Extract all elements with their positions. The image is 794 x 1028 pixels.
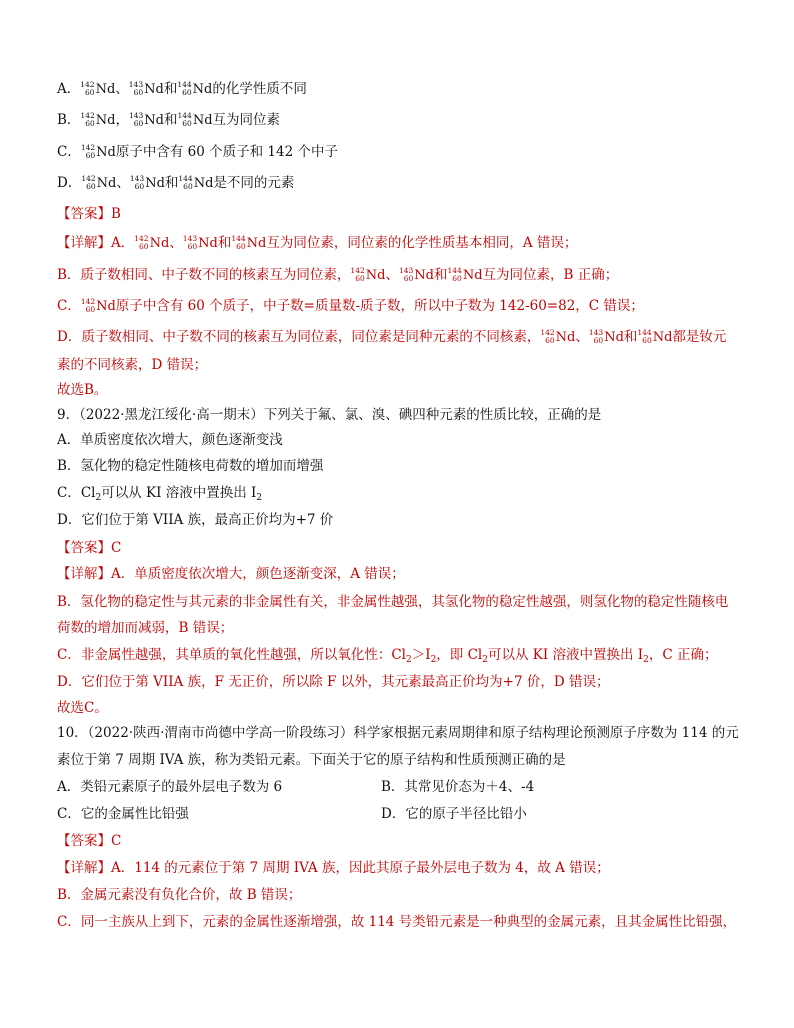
nuclide-nd142: 142 60 Nd — [80, 79, 116, 97]
q8-detail-d: D．质子数相同、中子数不同的核素互为同位素，同位素是同种元素的不同核素， 142 60 Nd、 143 60 Nd和 144 60 Nd都是钕元 — [57, 327, 727, 345]
q8-option-c: C． 142 60 Nd原子中含有 60 个质子和 142 个中子 — [57, 142, 338, 160]
q10-option-b: B．其常见价态为＋4、-4 — [381, 779, 535, 795]
q9-detail-b: B．氢化物的稳定性与其元素的非金属性有关，非金属性越强，其氢化物的稳定性越强，则氢化物的稳定性随核电 — [57, 594, 729, 610]
q10-detail-c: C．同一主族从上到下，元素的金属性逐渐增强，故 114 号类铅元素是一种典型的金属元素，且其金属性比铅强， — [57, 914, 737, 930]
q10-stem: 10．（2022·陕西·渭南市尚德中学高一阶段练习）科学家根据元素周期律和原子结构理论预测原子序数为 114 的元 — [57, 725, 739, 741]
q9-option-c: C．$Cl_2$可以从 KI 溶液中置换出 $I_2$ — [57, 485, 263, 503]
q10-options-row2 — [57, 805, 764, 823]
q9-detail-b-cont: 荷数的增加而减弱，B 错误； — [57, 620, 234, 636]
q8-detail-d-cont: 素的不同核素，D 错误； — [57, 357, 208, 373]
q9-option-b: B．氢化物的稳定性随核电荷数的增加而增强 — [57, 458, 324, 474]
q10-option-d: D．它的原子半径比铅小 — [381, 806, 527, 822]
q9-answer: 【答案】C — [57, 540, 122, 556]
q9-detail-d: D．它们位于第 VIIA 族，F 无正价，所以除 F 以外，其元素最高正价均为+7 价，D 错误； — [57, 674, 610, 690]
option-label: A． — [57, 81, 81, 97]
q9-option-a: A．单质密度依次增大，颜色逐渐变浅 — [57, 432, 283, 448]
q8-detail-a: 【详解】A． 142 60 Nd、 143 60 Nd和 144 60 Nd互为同位素，同位素的化学性质基本相同，A 错误； — [57, 233, 578, 251]
q10-option-c: C．它的金属性比铅强 — [57, 806, 189, 822]
q8-option-b: B． 142 60 Nd， 143 60 Nd和 144 60 Nd互为同位素 — [57, 110, 281, 128]
q10-detail-a: 【详解】A．114 的元素位于第 7 周期 IVA 族，因此其原子最外层电子数为 4，故 A 错误； — [57, 860, 610, 876]
q8-option-a: A． 142 60 Nd、 143 60 Nd和 144 60 Nd的化学性质不同 — [57, 79, 307, 97]
q9-detail-a: 【详解】A．单质密度依次增大，颜色逐渐变深，A 错误； — [57, 566, 405, 582]
q8-conclusion: 故选B。 — [57, 382, 108, 398]
q10-detail-b: B．金属元素没有负化合价，故 B 错误； — [57, 887, 302, 903]
q9-detail-c: C．非金属性越强，其单质的氧化性越强，所以氧化性：$Cl_2>I_2$，即 $Cl_2$可以从 KI 溶液中置换出 $I_2$，C 正确； — [57, 647, 718, 665]
q10-stem-cont: 素位于第 7 周期 IVA 族，称为类铅元素。下面关于它的原子结构和性质预测正确的是 — [57, 752, 566, 768]
nuclide-nd143: 143 60 Nd — [128, 79, 164, 97]
q9-conclusion: 故选C。 — [57, 700, 108, 716]
nuclide-nd144: 144 60 Nd — [177, 79, 213, 97]
q10-options-row1 — [57, 778, 764, 796]
q10-answer: 【答案】C — [57, 833, 122, 849]
q9-option-d: D．它们位于第 VIIA 族，最高正价均为+7 价 — [57, 512, 334, 528]
q8-answer: 【答案】B — [57, 206, 121, 222]
q8-detail-c: C． 142 60 Nd原子中含有 60 个质子，中子数=质量数-质子数，所以中子数为 142-60=82，C 错误； — [57, 296, 644, 314]
q10-option-a: A．类铅元素原子的最外层电子数为 6 — [57, 779, 283, 795]
q8-detail-b: B．质子数相同、中子数不同的核素互为同位素， 142 60 Nd、 143 60 Nd和 144 60 Nd互为同位素，B 正确； — [57, 265, 619, 283]
q9-stem: 9．（2022·黑龙江绥化·高一期末）下列关于氟、氯、溴、碘四种元素的性质比较，正确的是 — [57, 407, 602, 423]
q8-option-d: D． 142 60 Nd、 143 60 Nd和 144 60 Nd是不同的元素 — [57, 173, 295, 191]
